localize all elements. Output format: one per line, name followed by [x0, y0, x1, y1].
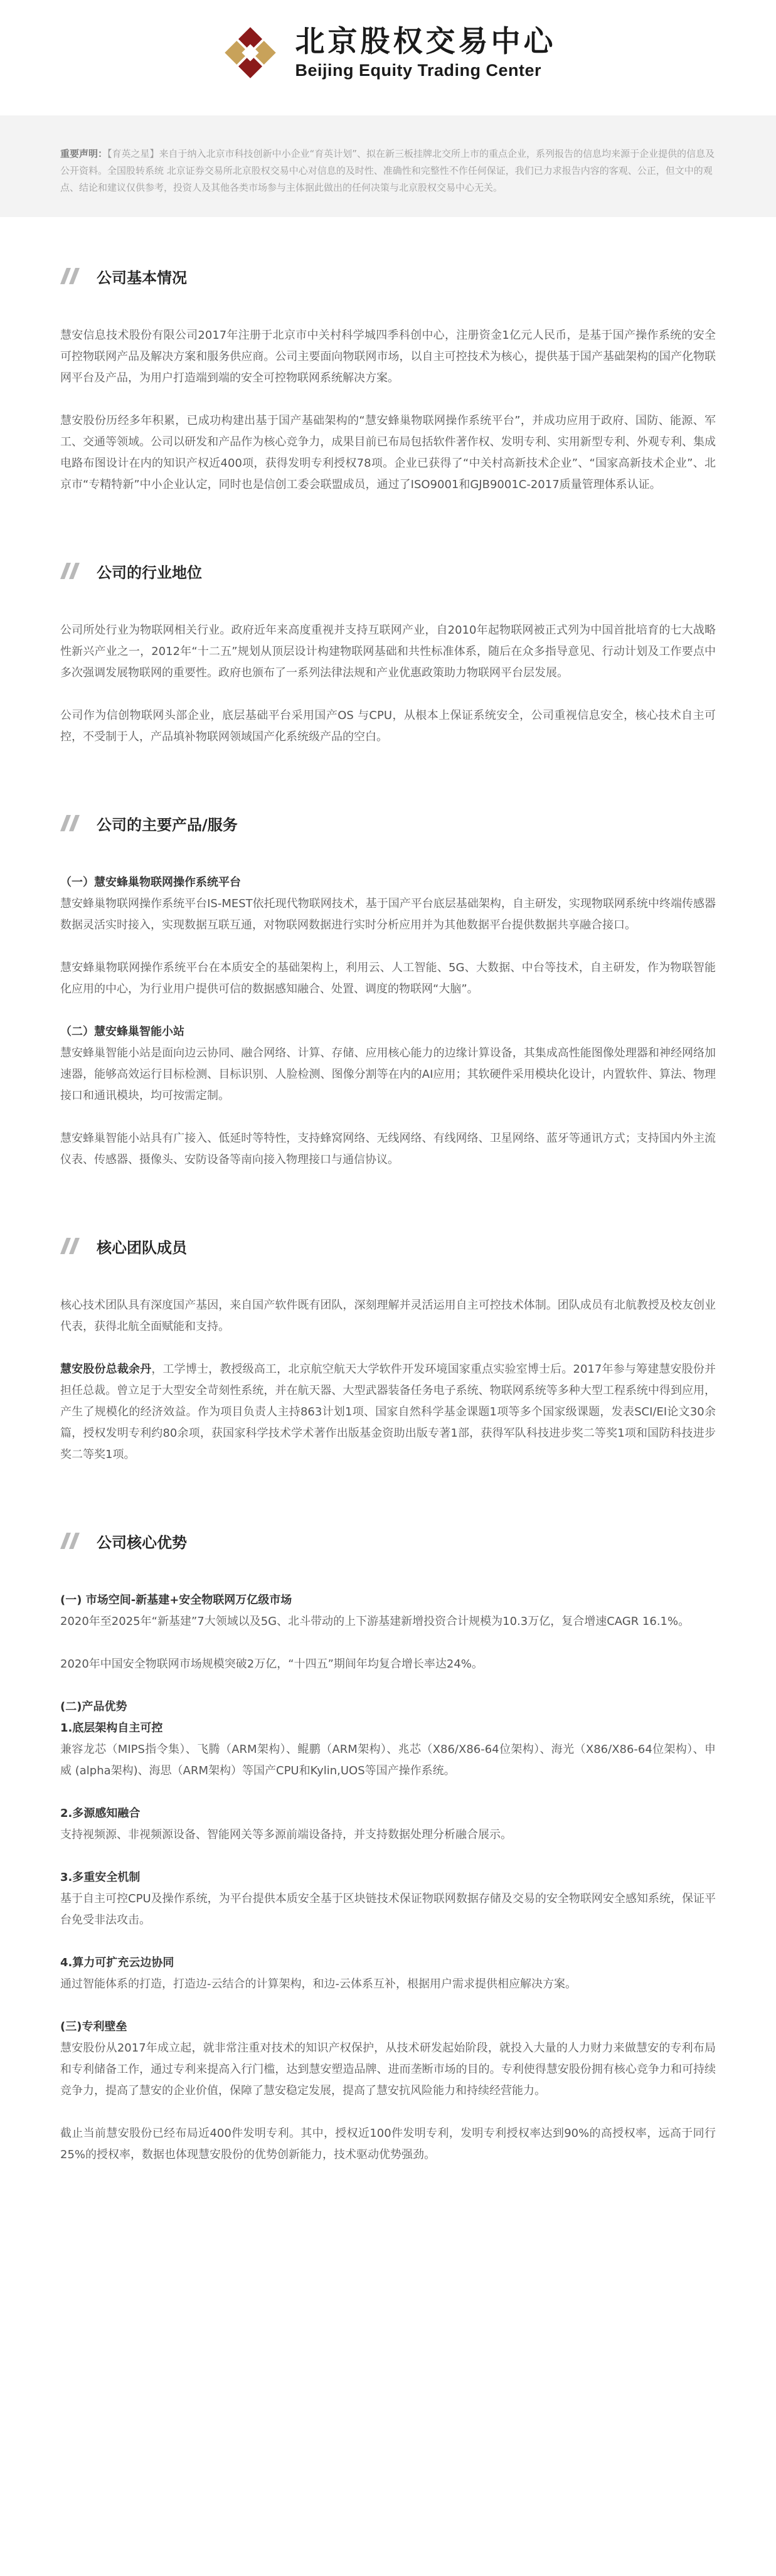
section-advantage-heading	[60, 1528, 716, 1553]
disclaimer-box	[0, 115, 776, 217]
section-title: 核心团队成员	[97, 1238, 187, 1257]
subheading: 1.底层架构自主可控	[60, 1722, 163, 1735]
subheading: (二)产品优势	[60, 1700, 127, 1713]
section-title: 公司核心优势	[97, 1533, 187, 1551]
double-slash-icon	[60, 1533, 85, 1549]
paragraph: 兼容龙芯（MIPS指令集）、飞腾（ARM架构）、鲲鹏（ARM架构）、兆芯（X86/X86-64位架构）、海光（X86/X86-64位架构）、申威 (alpha架构)、海思（ARM架构）等国产CPU和Kylin,UOS等国产操作系统。	[60, 1743, 716, 1777]
subheading: (一) 市场空间-新基建+安全物联网万亿级市场	[60, 1594, 292, 1607]
brand-name-cn: 北京股权交易中心	[295, 24, 556, 59]
section-title: 公司的行业地位	[97, 563, 202, 582]
section-title: 公司的主要产品/服务	[97, 816, 238, 834]
paragraph: 支持视频源、非视频源设备、智能网关等多源前端设备持，并支持数据处理分析融合展示。	[60, 1828, 512, 1841]
paragraph: 公司作为信创物联网头部企业，底层基础平台采用国产OS 与CPU，从根本上保证系统安全，公司重视信息安全，核心技术自主可控，不受制于人，产品填补物联网领域国产化系统级产品的空白。	[60, 709, 716, 743]
paragraph: 慧安蜂巢智能小站具有广接入、低延时等特性，支持蜂窝网络、无线网络、有线网络、卫星网络、蓝牙等通讯方式；支持国内外主流仪表、传感器、摄像头、安防设备等南向接入物理接口与通信协议。	[60, 1132, 716, 1166]
paragraph: 慧安股份从2017年成立起，就非常注重对技术的知识产权保护，从技术研发起始阶段，就投入大量的人力财力来做慧安的专利布局和专利储备工作，通过专利来提高入行门槛，达到慧安塑造品牌、进而垄断市场的目的。专利使得慧安股份拥有核心竞争力和可持续竞争力，提高了慧安的企业价值，保障了慧安稳定发展，提高了慧安抗风险能力和持续经营能力。	[60, 2041, 716, 2097]
disclaimer-label: 重要声明：	[60, 148, 108, 159]
paragraph: 慧安蜂巢智能小站是面向边云协同、融合网络、计算、存储、应用核心能力的边缘计算设备，其集成高性能图像处理器和神经网络加速器，能够高效运行目标检测、目标识别、人脸检测、图像分割等在内的AI应用；其软硬件采用模块化设计，内置软件、算法、物理接口和通讯模块，均可按需定制。	[60, 1046, 716, 1102]
double-slash-icon	[60, 1238, 85, 1254]
section-title: 公司基本情况	[97, 269, 187, 287]
report-content	[0, 217, 776, 2166]
subheading: （二）慧安蜂巢智能小站	[60, 1025, 184, 1038]
paragraph: 核心技术团队具有深度国产基因，来自国产软件既有团队，深刻理解并灵活运用自主可控技术体制。团队成员有北航教授及校友创业代表，获得北航全面赋能和支持。	[60, 1299, 716, 1333]
double-slash-icon	[60, 563, 85, 579]
paragraph: 通过智能体系的打造，打造边-云结合的计算架构，和边-云体系互补，根据用户需求提供相应解决方案。	[60, 1977, 577, 1991]
paragraph: 2020年至2025年“新基建”7大领域以及5G、北斗带动的上下游基建新增投资合计规模为10.3万亿，复合增速CAGR 16.1%。	[60, 1615, 690, 1628]
beijing-equity-logo	[220, 23, 280, 83]
section-industry-heading	[60, 558, 716, 583]
subheading: （一）慧安蜂巢物联网操作系统平台	[60, 876, 241, 889]
person-name: 慧安股份总裁余丹	[60, 1363, 152, 1376]
subheading: 4.算力可扩充云边协同	[60, 1956, 174, 1969]
section-team-heading	[60, 1233, 716, 1259]
paragraph: 公司所处行业为物联网相关行业。政府近年来高度重视并支持互联网产业，自2010年起物联网被正式列为中国首批培育的七大战略性新兴产业之一，2012年“十二五”规划从顶层设计构建物联网基础和共性标准体系，随后在众多指导意见、行动计划及工作要点中多次强调发展物联网的重要性。政府也颁布了一系列法律法规和产业优惠政策助力物联网平台层发展。	[60, 624, 716, 679]
paragraph: 2020年中国安全物联网市场规模突破2万亿，“十四五”期间年均复合增长率达24%。	[60, 1658, 483, 1671]
paragraph: 慧安信息技术股份有限公司2017年注册于北京市中关村科学城四季科创中心，注册资金1亿元人民币，是基于国产操作系统的安全可控物联网产品及解决方案和服务供应商。公司主要面向物联网市场，以自主可控技术为核心，提供基于国产基础架构的国产化物联网平台及产品，为用户打造端到端的安全可控物联网系统解决方案。	[60, 329, 716, 385]
subheading: 2.多源感知融合	[60, 1807, 141, 1820]
subheading: 3.多重安全机制	[60, 1871, 141, 1884]
paragraph: 慧安蜂巢物联网操作系统平台在本质安全的基础架构上，利用云、人工智能、5G、大数据、中台等技术，自主研发，作为物联智能化应用的中心，为行业用户提供可信的数据感知融合、处置、调度的物联网“大脑”。	[60, 961, 716, 996]
disclaimer-text: 【育英之星】来自于纳入北京市科技创新中小企业“育英计划”、拟在新三板挂牌北交所上市的重点企业，系列报告的信息均来源于企业提供的信息及公开资料。全国股转系统 北京证券交易所北京股权交易中心对信息的及时性、准确性和完整性不作任何保证，我们已力求报告内容的客观、公正，但文中的观点、结论和建议仅供参考，投资人及其他各类市场参与主体据此做出的任何决策与北京股权交易中心无关。	[60, 148, 715, 193]
paragraph: 基于自主可控CPU及操作系统，为平台提供本质安全基于区块链技术保证物联网数据存储及交易的安全物联网安全感知系统，保证平台免受非法攻击。	[60, 1892, 716, 1927]
paragraph	[60, 1359, 716, 1466]
page-header	[0, 0, 776, 105]
double-slash-icon	[60, 268, 85, 284]
section-products-heading	[60, 811, 716, 836]
subheading: (三)专利壁垒	[60, 2020, 127, 2033]
brand-name-en: Beijing Equity Trading Center	[295, 61, 542, 80]
section-basic-heading	[60, 263, 716, 289]
paragraph: 截止当前慧安股份已经布局近400件发明专利。其中，授权近100件发明专利，发明专利授权率达到90%的高授权率，远高于同行25%的授权率，数据也体现慧安股份的优势创新能力，技术驱动优势强劲。	[60, 2127, 716, 2161]
paragraph: 慧安股份历经多年积累，已成功构建出基于国产基础架构的“慧安蜂巢物联网操作系统平台”，并成功应用于政府、国防、能源、军工、交通等领域。公司以研发和产品作为核心竞争力，成果目前已布局包括软件著作权、发明专利、实用新型专利、外观专利、集成电路布图设计在内的知识产权近400项，获得发明专利授权78项。企业已获得了“中关村高新技术企业”、“国家高新技术企业”、北京市“专精特新”中小企业认定，同时也是信创工委会联盟成员，通过了ISO9001和GJB9001C-2017质量管理体系认证。	[60, 414, 716, 491]
person-bio: ，工学博士，教授级高工，北京航空航天大学软件开发环境国家重点实验室博士后。2017年参与筹建慧安股份并担任总裁。曾立足于大型安全苛刻性系统，并在航天器、大型武器装备任务电子系统、物联网系统等多种大型工程系统中得到应用，产生了规模化的经济效益。作为项目负责人主持863计划1项、国家自然科学基金课题1项等多个国家级课题，发表SCI/EI论文30余篇，授权发明专利约80余项，获国家科学技术学术著作出版基金资助出版专著1部，获得军队科技进步奖二等奖1项和国防科技进步奖二等奖1项。	[60, 1363, 716, 1461]
double-slash-icon	[60, 815, 85, 831]
paragraph: 慧安蜂巢物联网操作系统平台IS-MEST依托现代物联网技术，基于国产平台底层基础架构，自主研发，实现物联网系统中终端传感器数据灵活实时接入，实现数据互联互通，对物联网数据进行实时分析应用并为其他数据平台提供数据共享融合接口。	[60, 897, 716, 932]
